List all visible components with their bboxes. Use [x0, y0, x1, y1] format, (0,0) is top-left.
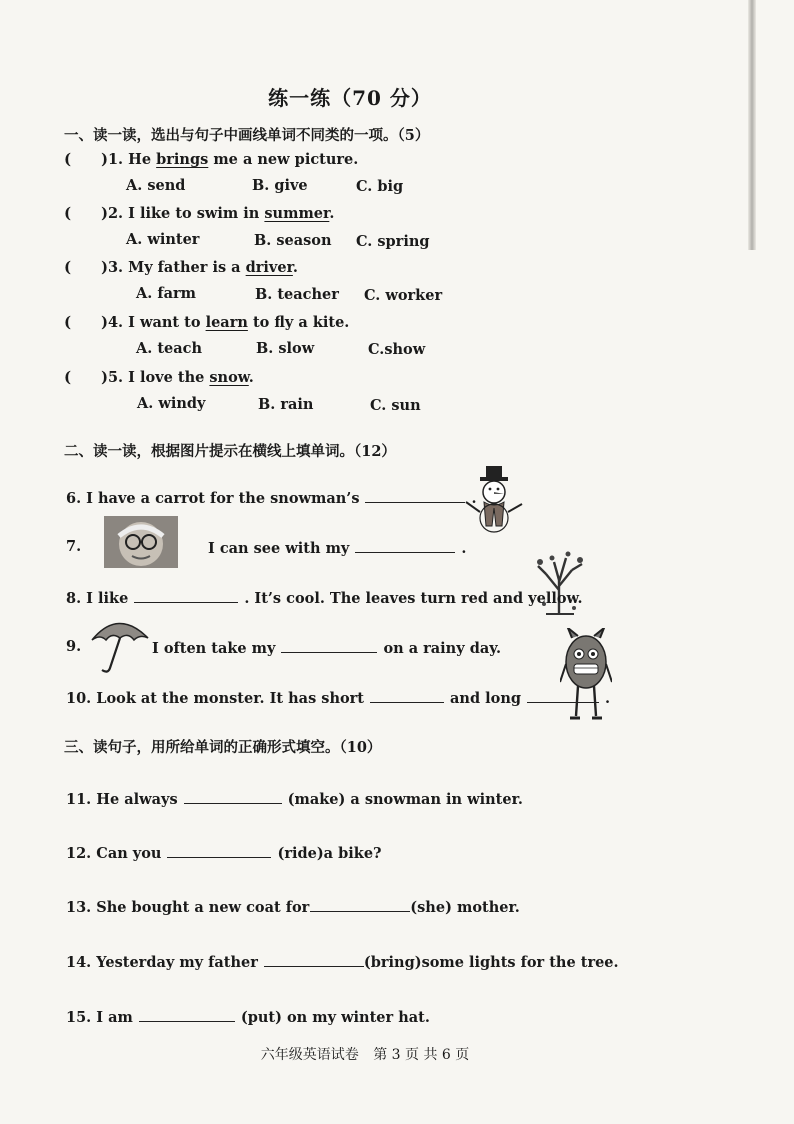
option-a[interactable]: A. teach: [136, 340, 203, 357]
section-1-heading: 一、读一读，选出与句子中画线单词不同类的一项。（5）: [64, 127, 430, 144]
answer-blank[interactable]: [167, 843, 271, 858]
option-c[interactable]: C. sun: [370, 397, 421, 414]
grandma-glasses-image: [104, 516, 178, 568]
underlined-word: summer: [264, 205, 330, 222]
option-c[interactable]: C. spring: [356, 233, 430, 250]
answer-paren[interactable]: (: [64, 258, 72, 276]
underlined-word: snow: [209, 369, 249, 386]
underlined-word: learn: [205, 314, 248, 331]
answer-paren[interactable]: (: [64, 313, 72, 331]
answer-blank[interactable]: [527, 688, 599, 703]
question-10: 10. Look at the monster. It has short and long .: [66, 690, 611, 707]
answer-paren[interactable]: (: [64, 368, 72, 386]
page-title: 练一练（70 分）: [268, 86, 432, 110]
question-8: 8. I like . It’s cool. The leaves turn red and yellow.: [66, 590, 583, 607]
option-c[interactable]: C. big: [356, 178, 404, 195]
option-b[interactable]: B. rain: [258, 396, 314, 413]
question-3: ( )3. My father is a driver.: [64, 258, 298, 276]
underlined-word: brings: [156, 151, 209, 168]
option-a[interactable]: A. farm: [136, 285, 196, 302]
option-b[interactable]: B. teacher: [255, 286, 339, 303]
question-7: 7.: [66, 538, 82, 555]
question-12: 12. Can you (ride)a bike?: [66, 845, 382, 862]
answer-blank[interactable]: [134, 588, 238, 603]
option-a[interactable]: A. winter: [126, 231, 200, 248]
exam-name: 六年级英语试卷: [260, 1047, 359, 1063]
scan-edge-shadow: [748, 0, 756, 250]
section-3-heading: 三、读句子，用所给单词的正确形式填空。（10）: [64, 739, 382, 756]
option-a[interactable]: A. send: [126, 177, 186, 194]
question-2: ( )2. I like to swim in summer.: [64, 204, 335, 222]
question-5: ( )5. I love the snow.: [64, 368, 254, 386]
option-b[interactable]: B. slow: [256, 340, 315, 357]
option-c[interactable]: C.show: [368, 341, 426, 358]
answer-blank[interactable]: [370, 688, 444, 703]
question-6: 6. I have a carrot for the snowman’s .: [66, 490, 477, 507]
answer-blank[interactable]: [365, 488, 465, 503]
answer-blank[interactable]: [184, 789, 282, 804]
snowman-image: [462, 462, 526, 534]
question-14: 14. Yesterday my father (bring)some lights for the tree.: [66, 954, 619, 971]
answer-blank[interactable]: [310, 897, 410, 912]
question-9-text: I often take my on a rainy day.: [152, 640, 502, 657]
monster-image: [560, 628, 612, 722]
umbrella-image: [88, 612, 152, 676]
section-2-heading: 二、读一读，根据图片提示在横线上填单词。（12）: [64, 443, 396, 460]
option-a[interactable]: A. windy: [137, 395, 206, 412]
question-7-text: I can see with my .: [208, 540, 467, 557]
question-4: ( )4. I want to learn to fly a kite.: [64, 313, 350, 331]
question-15: 15. I am (put) on my winter hat.: [66, 1009, 430, 1026]
answer-blank[interactable]: [264, 952, 364, 967]
answer-blank[interactable]: [139, 1007, 235, 1022]
underlined-word: driver: [245, 259, 293, 276]
option-c[interactable]: C. worker: [364, 287, 443, 304]
option-b[interactable]: B. season: [254, 232, 332, 249]
page-footer: [0, 1044, 730, 1064]
question-1: ( )1. He brings me a new picture.: [64, 150, 359, 168]
page-number: 第 3 页 共 6 页: [373, 1047, 470, 1063]
answer-blank[interactable]: [355, 538, 455, 553]
answer-paren[interactable]: (: [64, 150, 72, 168]
answer-paren[interactable]: (: [64, 204, 72, 222]
answer-blank[interactable]: [281, 638, 377, 653]
question-11: 11. He always (make) a snowman in winter.: [66, 791, 523, 808]
question-13: 13. She bought a new coat for (she) mother.: [66, 899, 520, 916]
question-9: 9.: [66, 638, 82, 655]
option-b[interactable]: B. give: [252, 177, 308, 194]
